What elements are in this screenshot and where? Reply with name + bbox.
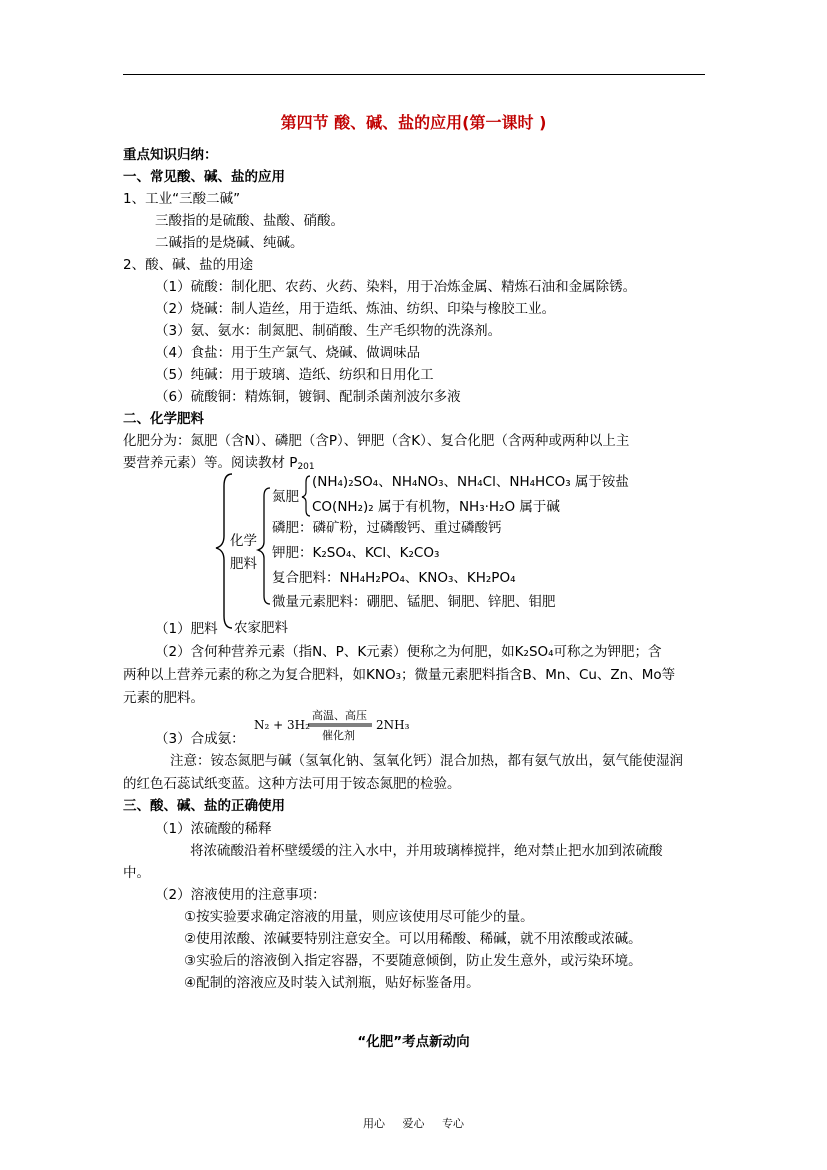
trace-element-row: 微量元素肥料：硼肥、锰肥、铜肥、锌肥、钼肥 — [272, 594, 556, 610]
use-item: （4）食盐：用于生产氯气、烧碱、做调味品 — [155, 345, 421, 361]
note-line1: 注意：铵态氮肥与碱（氢氧化钠、氢氧化钙）混合加热，都有氨气放出，氨气能使湿润 — [170, 753, 683, 769]
potassium-row: 钾肥：K₂SO₄、KCl、K₂CO₃ — [272, 545, 440, 561]
fertilizer-intro-text: 要营养元素）等。阅读教材 P — [123, 455, 298, 471]
header-rule — [123, 74, 705, 75]
page-title: 第四节 酸、碱、盐的应用(第一课时 ) — [280, 113, 547, 132]
fertilizer-intro-line1: 化肥分为：氮肥（含N）、磷肥（含P）、钾肥（含K）、复合化肥（含两种或两种以上主 — [123, 433, 630, 449]
compound-row: 复合肥料：NH₄H₂PO₄、KNO₃、KH₂PO₄ — [272, 570, 516, 586]
chemical-label-2: 肥料 — [230, 556, 257, 572]
use-item: （2）烧碱：制人造丝，用于造纸、炼油、纺织、印染与橡胶工业。 — [155, 301, 556, 317]
three-acids-text: 三酸指的是硫酸、盐酸、硝酸。 — [155, 213, 344, 229]
rule-item: ①按实验要求确定溶液的用量，则应该使用尽可能少的量。 — [184, 909, 534, 925]
equation-condition-bottom: 催化剂 — [322, 729, 355, 742]
dilution-heading: （1）浓硫酸的稀释 — [155, 821, 272, 837]
fertilizer-root-label: 肥料 — [190, 621, 218, 637]
section-3-heading: 三、酸、碱、盐的正确使用 — [123, 798, 285, 814]
outer-brace — [216, 474, 232, 628]
rule-item: ③实验后的溶液倒入指定容器，不要随意倾倒，防止发生意外，或污染环境。 — [184, 953, 642, 969]
naming-rule-line3: 元素的肥料。 — [123, 690, 204, 706]
section-2-heading: 二、化学肥料 — [123, 411, 204, 427]
use-item: （3）氨、氨水：制氮肥、制硝酸、生产毛织物的洗涤剂。 — [155, 323, 502, 339]
use-item: （5）纯碱：用于玻璃、造纸、纺织和日用化工 — [155, 367, 434, 383]
naming-rule-line1: （2）含何种营养元素（指N、P、K元素）便称之为何肥，如K₂SO₄可称之为钾肥；含 — [155, 644, 662, 660]
note-line2: 的红色石蕊试纸变蓝。这种方法可用于铵态氮肥的检验。 — [123, 776, 461, 792]
dilution-text-line1: 将浓硫酸沿着杯壁缓缓的注入水中，并用玻璃棒搅拌，绝对禁止把水加到浓硫酸 — [190, 843, 663, 859]
two-bases-text: 二碱指的是烧碱、纯碱。 — [155, 235, 304, 251]
naming-rule-line2: 两种以上营养元素的称之为复合肥料，如KNO₃；微量元素肥料指含B、Mn、Cu、Zn、Mo等 — [123, 667, 676, 683]
item-1-number: （1） — [155, 621, 191, 637]
nitrogen-brace — [302, 476, 310, 516]
item-2-heading: 2、酸、碱、盐的用途 — [123, 257, 254, 273]
chemical-brace — [258, 488, 270, 604]
rule-item: ④配制的溶液应及时装入试剂瓶，贴好标鉴备用。 — [184, 975, 480, 991]
nitrogen-label: 氮肥 — [272, 489, 299, 505]
equation-product: 2NH₃ — [376, 718, 410, 732]
fertilizer-classification-diagram — [212, 466, 652, 636]
use-item: （1）硫酸：制化肥、农药、火药、染料，用于冶炼金属、精炼石油和金属除锈。 — [155, 279, 637, 295]
equation-condition-top: 高温、高压 — [312, 709, 367, 722]
nitrogen-row-1: (NH₄)₂SO₄、NH₄NO₃、NH₄Cl、NH₄HCO₃ 属于铵盐 — [312, 474, 629, 490]
solution-notes-heading: （2）溶液使用的注意事项： — [155, 887, 326, 903]
next-section-title: “化肥”考点新动向 — [357, 1034, 470, 1050]
farm-manure-label: 农家肥料 — [234, 620, 288, 636]
nitrogen-row-2: CO(NH₂)₂ 属于有机物，NH₃·H₂O 属于碱 — [312, 499, 560, 515]
ammonia-equation — [254, 706, 424, 744]
phosphorus-row: 磷肥：磷矿粉，过磷酸钙、重过磷酸钙 — [272, 520, 502, 536]
ammonia-synthesis-label: （3）合成氨： — [155, 731, 245, 747]
item-1-heading: 1、工业“三酸二碱” — [123, 191, 241, 207]
chemical-label-1: 化学 — [230, 533, 257, 549]
key-points-heading: 重点知识归纳： — [123, 147, 218, 163]
rule-item: ②使用浓酸、浓碱要特别注意安全。可以用稀酸、稀碱，就不用浓酸或浓碱。 — [184, 931, 642, 947]
page-footer: 用心 爱心 专心 — [363, 1117, 464, 1130]
use-item: （6）硫酸铜：精炼铜，镀铜、配制杀菌剂波尔多液 — [155, 389, 461, 405]
fertilizer-item-1 — [155, 620, 218, 638]
section-1-heading: 一、常见酸、碱、盐的应用 — [123, 169, 285, 185]
textbook-page-subscript: 201 — [297, 462, 315, 472]
dilution-text-line2: 中。 — [123, 865, 150, 881]
equation-reactants: N₂ + 3H₂ — [254, 718, 310, 732]
